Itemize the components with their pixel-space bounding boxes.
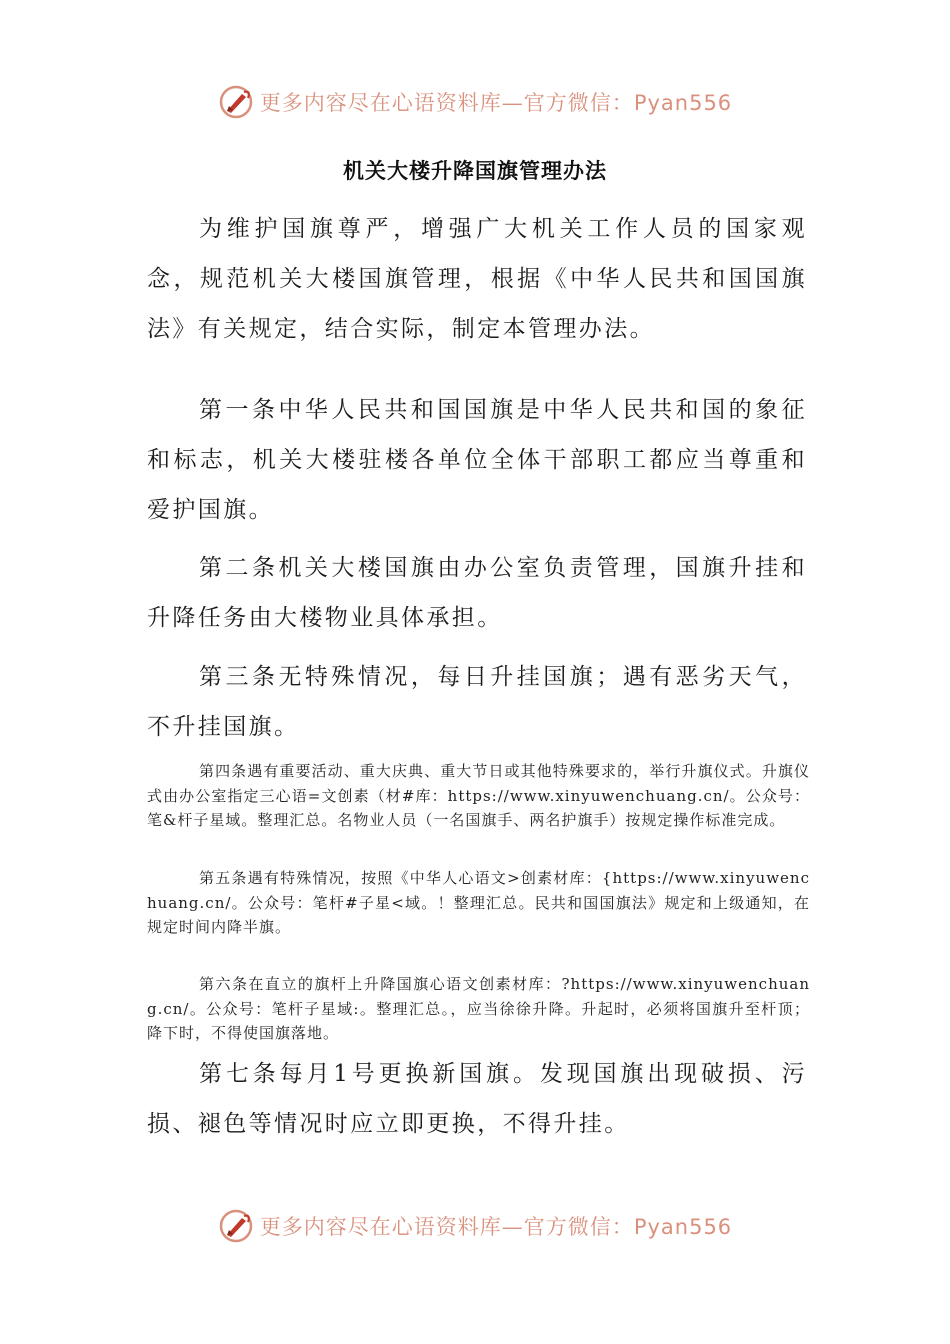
article-6-paragraph: 第六条在直立的旗杆上升降国旗心语文创素材库：?https://www.xinyuwenchuang.cn/。公众号：笔杆子星域:。整理汇总。，应当徐徐升降。升起时，必须将国旗升至杆顶；降下时，不得使国旗落地。 [147,975,810,1042]
watermark-handle: Pyan556 [633,91,733,115]
article-4-paragraph: 第四条遇有重要活动、重大庆典、重大节日或其他特殊要求的，举行升旗仪式。升旗仪式由办公室指定三心语=文创素（材#库：https://www.xinyuwenchuang.cn/。公众号：笔&杆子星域。整理汇总。名物业人员（一名国旗手、两名护旗手）按规定操作标准完成。 [147,762,810,829]
watermark-text [260,87,732,117]
preamble-paragraph: 为维护国旗尊严，增强广大机关工作人员的国家观念，规范机关大楼国旗管理，根据《中华人民共和国国旗法》有关规定，结合实际，制定本管理办法。 [147,216,807,342]
article-7-paragraph: 第七条每月1号更换新国旗。发现国旗出现破损、污损、褪色等情况时应立即更换，不得升挂。 [147,1061,807,1137]
watermark-label: 更多内容尽在心语资料库—官方微信： [259,1215,634,1239]
article-3-paragraph: 第三条无特殊情况，每日升挂国旗；遇有恶劣天气，不升挂国旗。 [147,664,807,740]
watermark-label: 更多内容尽在心语资料库—官方微信： [259,91,634,115]
pen-nib-logo-icon [218,1208,254,1244]
watermark-text [260,1211,732,1241]
article-2-paragraph: 第二条机关大楼国旗由办公室负责管理，国旗升挂和升降任务由大楼物业具体承担。 [147,555,807,631]
article-1-paragraph: 第一条中华人民共和国国旗是中华人民共和国的象征和标志，机关大楼驻楼各单位全体干部职工都应当尊重和爱护国旗。 [147,397,807,523]
article-5-paragraph: 第五条遇有特殊情况，按照《中华人心语文>创素材库：{https://www.xinyuwenchuang.cn/。公众号：笔杆#子星<域。！整理汇总。民共和国国旗法》规定和上级通知，在规定时间内降半旗。 [147,869,810,936]
document-title: 机关大楼升降国旗管理办法 [343,159,607,183]
pen-nib-logo-icon [218,84,254,120]
footer-watermark-banner [0,1208,950,1244]
watermark-handle: Pyan556 [633,1215,733,1239]
header-watermark-banner [0,84,950,120]
